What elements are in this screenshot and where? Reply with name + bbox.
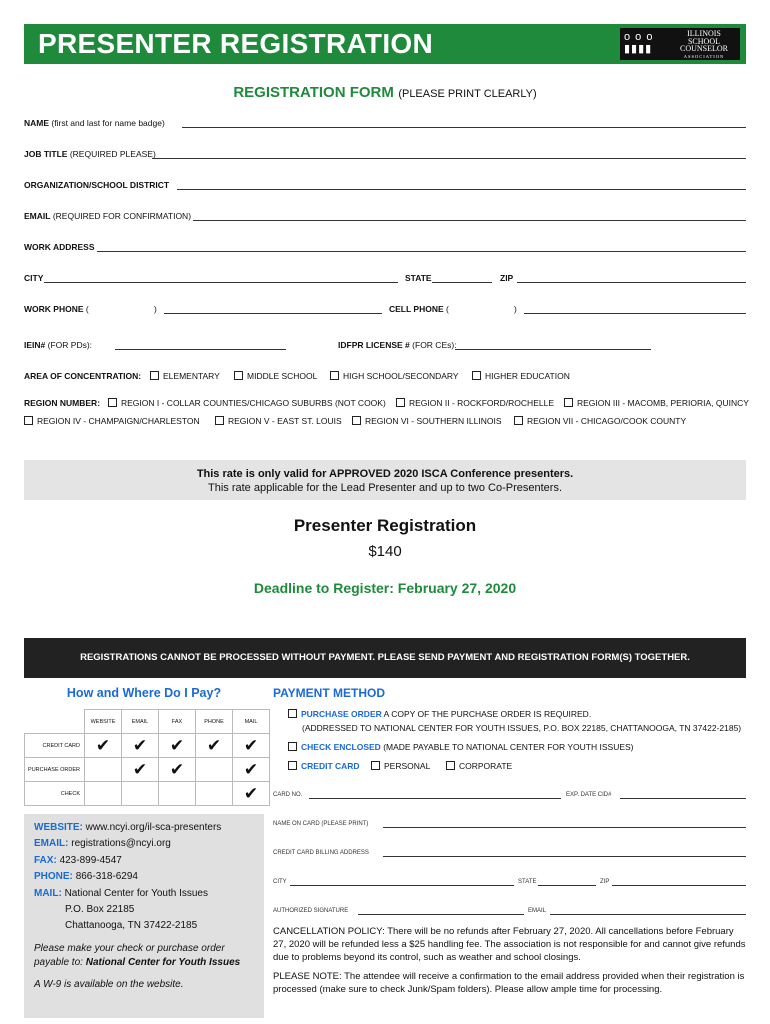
form-heading [0,84,770,102]
checkbox-icon[interactable] [234,371,243,380]
billing-address-field[interactable] [383,856,746,857]
w9-note: A W-9 is available on the website. [34,978,184,990]
checkbox-icon[interactable] [352,416,361,425]
email-line: EMAIL: registrations@ncyi.org [34,838,171,850]
phone-line: PHONE: 866-318-6294 [34,871,138,883]
presenter-price: $140 [368,543,402,560]
website-link[interactable]: www.ncyi.org/il-sca-presenters [85,822,222,833]
checkbox-icon[interactable] [215,416,224,425]
cc-city-field[interactable] [290,885,514,886]
zip-field[interactable] [517,282,746,283]
check-mark-icon: ✔ [243,784,259,803]
purchase-order-address: (ADDRESSED TO NATIONAL CENTER FOR YOUTH ISSUES, P.O. BOX 22185, CHATTANOOGA, TN 37422-2185) [302,723,742,733]
column-header: FAX [159,710,196,734]
payment-warning: REGISTRATIONS CANNOT BE PROCESSED WITHOUT PAYMENT. PLEASE SEND PAYMENT AND REGISTRATION FORM(S) TOGETHER. [24,638,746,678]
cell-phone-field[interactable] [524,313,746,314]
checkbox-icon[interactable] [371,761,380,770]
city-field[interactable] [44,282,398,283]
region-option-1[interactable]: REGION I - COLLAR COUNTIES/CHICAGO SUBURBS (NOT COOK) [108,398,386,408]
cc-zip-label: ZIP [600,879,610,885]
card-number-label: CARD NO. [273,792,303,798]
region-option-5[interactable]: REGION V - EAST ST. LOUIS [215,416,342,426]
exp-date-label: EXP. DATE CID# [566,792,612,798]
checkbox-icon[interactable] [150,371,159,380]
please-note: PLEASE NOTE: The attendee will receive a confirmation to the email address provided when their registration is processed (make sure to check Junk/Spam folders). Please allow ample time for processing. [273,971,745,995]
cc-corporate-option[interactable]: CORPORATE [446,761,512,771]
idfpr-label: IDFPR LICENSE # (FOR CEs): [338,340,457,350]
presenter-title: Presenter Registration [293,516,477,535]
cc-email-label: EMAIL [528,908,547,914]
state-field[interactable] [432,282,492,283]
checkbox-icon[interactable] [24,416,33,425]
credit-card-option[interactable]: CREDIT CARD [288,761,360,771]
logo-text: ILLINOIS SCHOOL COUNSELOR ASSOCIATION [679,29,728,59]
check-enclosed-option[interactable]: CHECK ENCLOSED (MADE PAYABLE TO NATIONAL CENTER FOR YOUTH ISSUES) [288,742,634,752]
state-label: STATE [405,273,432,283]
form-heading-note: (PLEASE PRINT CLEARLY) [398,88,537,100]
column-header: PHONE [196,710,233,734]
row-label: CHECK [25,782,85,806]
cc-state-label: STATE [518,879,537,885]
column-header: EMAIL [122,710,159,734]
concentration-label: AREA OF CONCENTRATION: [24,371,142,381]
cc-personal-option[interactable]: PERSONAL [371,761,430,771]
work-address-label: WORK ADDRESS [24,242,95,252]
card-number-field[interactable] [309,798,561,799]
mail-line: MAIL: National Center for Youth Issues [34,887,208,899]
region-option-7[interactable]: REGION VII - CHICAGO/COOK COUNTY [514,416,686,426]
contact-info: WEBSITE: www.ncyi.org/il-sca-presenters EMAIL: registrations@ncyi.org FAX: 423-899-4547 PHONE: 866-318-6294 MAIL: National Center for Youth Issues P.O. Box 22185 Chattanooga, TN 37422-2185 Please make your check or purchase order payable to: National Center for Youth Issues A W-9 is available on the website. [24,814,264,1018]
idfpr-field[interactable] [455,349,651,350]
cell-phone-paren: ) [514,304,517,314]
checkbox-icon[interactable] [564,398,573,407]
checkbox-icon[interactable] [330,371,339,380]
concentration-high[interactable]: HIGH SCHOOL/SECONDARY [330,371,459,381]
concentration-higher[interactable]: HIGHER EDUCATION [472,371,570,381]
cc-email-field[interactable] [550,914,746,915]
cc-state-field[interactable] [538,885,596,886]
page-title: PRESENTER REGISTRATION [38,28,434,59]
work-phone-paren: ) [154,304,157,314]
name-on-card-field[interactable] [383,827,746,828]
checkbox-icon[interactable] [288,742,297,751]
how-to-pay-title: How and Where Do I Pay? [66,686,222,700]
city-label: CITY [24,273,44,283]
name-field[interactable] [182,127,746,128]
check-mark-icon: ✔ [243,760,259,779]
work-address-field[interactable] [97,251,746,252]
checkbox-icon[interactable] [108,398,117,407]
check-mark-icon: ✔ [169,736,185,755]
region-option-3[interactable]: REGION III - MACOMB, PERIORIA, QUINCY [564,398,749,408]
check-mark-icon: ✔ [132,736,148,755]
organization-field[interactable] [177,189,746,190]
form-heading-title: REGISTRATION FORM [233,84,394,101]
website-line: WEBSITE: www.ncyi.org/il-sca-presenters [34,822,222,833]
check-mark-icon: ✔ [243,736,259,755]
name-label: NAME (first and last for name badge) [24,118,165,128]
cc-zip-field[interactable] [612,885,746,886]
row-label: PURCHASE ORDER [25,758,85,782]
payment-options-table [24,709,270,806]
concentration-elementary[interactable]: ELEMENTARY [150,371,220,381]
check-mark-icon: ✔ [169,760,185,779]
check-mark-icon: ✔ [95,736,111,755]
work-phone-field[interactable] [164,313,382,314]
email-field[interactable] [193,220,746,221]
cell-phone-label: CELL PHONE ( [389,304,449,314]
isca-logo [620,28,740,60]
rate-notice: This rate is only valid for APPROVED 2020 ISCA Conference presenters. This rate applicable for the Lead Presenter and up to two Co-Presenters. [24,460,746,500]
checkbox-icon[interactable] [396,398,405,407]
payment-method-title: PAYMENT METHOD [273,686,386,700]
checkbox-icon[interactable] [288,761,297,770]
table-row [25,734,270,758]
email-label: EMAIL (REQUIRED FOR CONFIRMATION) [24,211,192,221]
region-option-2[interactable]: REGION II - ROCKFORD/ROCHELLE [396,398,554,408]
region-option-6[interactable]: REGION VI - SOUTHERN ILLINOIS [352,416,502,426]
payable-note: Please make your check or purchase order payable to: National Center for Youth Issues [34,942,241,968]
cancellation-policy: CANCELLATION POLICY: There will be no refunds after February 27, 2020. All cancellations before February 27, 2020 will be refunded less a $25 handling fee. The association is not responsible for and cannot give refunds due to problems beyond its control, such as weather and school closings. [273,926,746,963]
checkbox-icon[interactable] [472,371,481,380]
table-row [25,782,270,806]
signature-label: AUTHORIZED SIGNATURE [273,908,349,914]
fax-line: FAX: 423-899-4547 [34,854,122,866]
header-banner [24,24,746,64]
column-header: WEBSITE [85,710,122,734]
exp-date-field[interactable] [620,798,746,799]
checkbox-icon[interactable] [288,709,297,718]
iein-label: IEIN# (FOR PDs): [24,340,93,350]
checkbox-icon[interactable] [514,416,523,425]
billing-address-label: CREDIT CARD BILLING ADDRESS [273,850,369,856]
job-title-field[interactable] [152,158,746,159]
work-phone-label: WORK PHONE ( [24,304,89,314]
cc-city-label: CITY [273,879,287,885]
check-mark-icon: ✔ [206,736,222,755]
people-logo-icon: ο ο ο ▮▮▮▮ [624,31,654,55]
region-label: REGION NUMBER: [24,398,101,408]
name-on-card-label: NAME ON CARD (PLEASE PRINT) [273,821,369,827]
check-mark-icon: ✔ [132,760,148,779]
organization-label: ORGANIZATION/SCHOOL DISTRICT [24,180,170,190]
column-header: MAIL [233,710,270,734]
purchase-order-option[interactable]: PURCHASE ORDER A COPY OF THE PURCHASE ORDER IS REQUIRED. [288,709,591,719]
iein-field[interactable] [115,349,286,350]
row-label: CREDIT CARD [25,734,85,758]
job-title-label: JOB TITLE (REQUIRED PLEASE) [24,149,156,159]
deadline: Deadline to Register: February 27, 2020 [253,580,517,596]
signature-field[interactable] [358,914,524,915]
region-option-4[interactable]: REGION IV - CHAMPAIGN/CHARLESTON [24,416,200,426]
table-row [25,758,270,782]
email-link[interactable]: registrations@ncyi.org [71,838,171,850]
zip-label: ZIP [500,273,514,283]
concentration-middle[interactable]: MIDDLE SCHOOL [234,371,317,381]
checkbox-icon[interactable] [446,761,455,770]
